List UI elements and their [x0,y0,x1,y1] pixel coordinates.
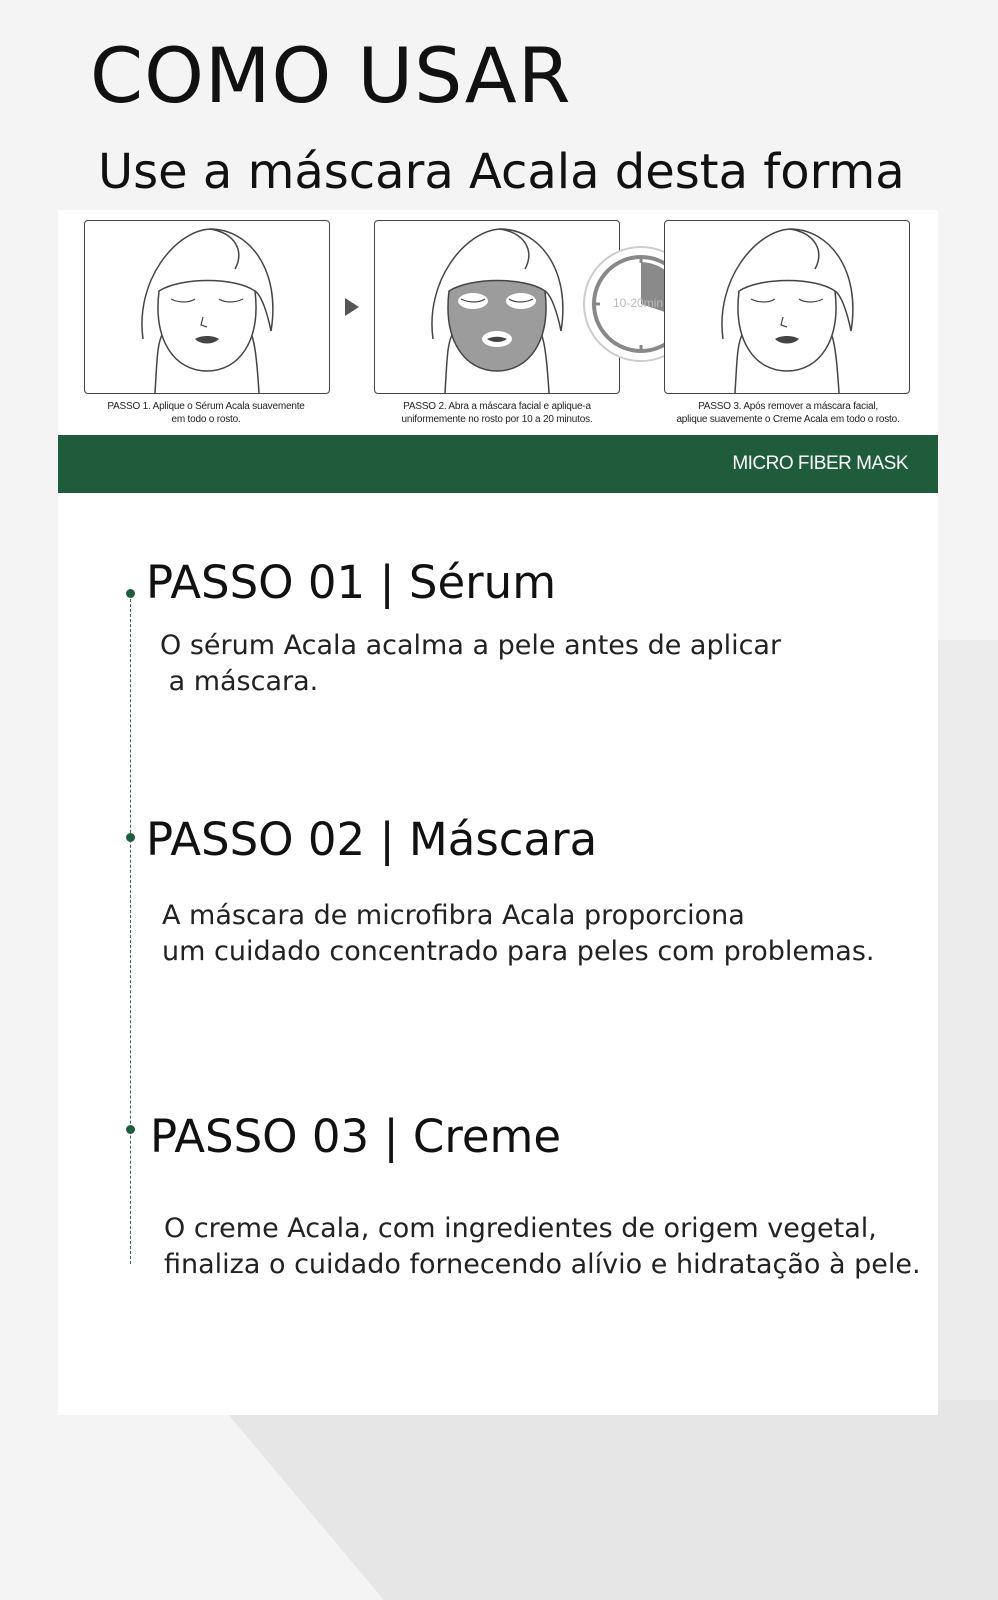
timeline-dot-icon [126,589,135,598]
timeline-dot-icon [126,1125,135,1134]
step1-illustration-panel [84,220,330,394]
step3-heading: PASSO 03 | Creme [150,1110,562,1163]
face-icon [665,221,909,393]
page-subtitle: Use a máscara Acala desta forma [98,144,905,200]
background-shape [216,1400,998,1600]
step3-caption: PASSO 3. Após remover a máscara facial, aplique suavemente o Creme Acala em todo o rosto. [676,401,900,425]
product-banner [58,435,938,493]
timeline-line [130,594,131,1264]
step3-illustration-panel [664,220,910,394]
step2-heading: PASSO 02 | Máscara [146,813,598,866]
step2-description: A máscara de microfibra Acala proporciona um cuidado concentrado para peles com problemas. [162,900,875,967]
step1-description: O sérum Acala acalma a pele antes de aplicar a máscara. [160,630,782,697]
step3-description: O creme Acala, com ingredientes de origem vegetal, finaliza o cuidado fornecendo alívio e hidratação à pele. [164,1213,921,1280]
banner-text: MICRO FIBER MASK [732,453,908,474]
timer-label: 10-20min [613,296,664,310]
content-card [58,210,938,1415]
arrow-right-icon [345,298,359,316]
step2-caption: PASSO 2. Abra a máscara facial e aplique-a uniformemente no rosto por 10 a 20 minutos. [401,401,593,425]
step1-heading: PASSO 01 | Sérum [146,556,557,609]
step1-caption: PASSO 1. Aplique o Sérum Acala suavemente em todo o rosto. [107,401,305,425]
page-title: COMO USAR [90,31,572,120]
face-icon [85,221,329,393]
timeline-dot-icon [126,833,135,842]
